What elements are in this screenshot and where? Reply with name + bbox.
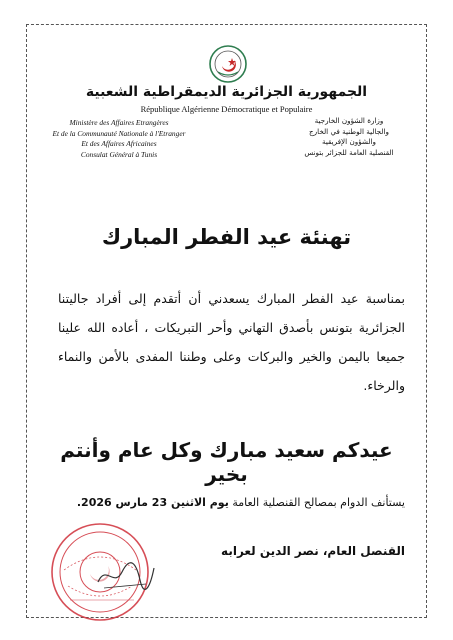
resume-notice-prefix: يستأنف الدوام بمصالح القنصلية العامة <box>232 496 405 509</box>
ministry-fr-line: Et de la Communauté Nationale à l'Etranger <box>52 128 186 138</box>
ministry-block-fr <box>34 118 204 160</box>
ministry-fr-line: Consulat Général à Tunis <box>80 149 158 159</box>
algeria-emblem-icon <box>208 44 248 84</box>
document-title: تهنئة عيد الفطر المبارك <box>101 225 352 249</box>
ministry-fr-line: Et des Affaires Africaines <box>81 139 157 148</box>
handwritten-signature <box>96 558 156 594</box>
ministry-ar-line: والشؤون الإفريقية <box>322 137 376 146</box>
body-paragraph: بمناسبة عيد الفطر المبارك يسعدني أن أتقدم إلى أفراد جاليتنا الجزائرية بتونس بأصدق التهاني وأحر التبريكات ، أعاده الله علينا جميعا باليمن والخير والبركات وعلى وطننا المفدى بالأمن والنماء والرخاء. <box>58 291 405 393</box>
ministry-ar-line: وزارة الشؤون الخارجية <box>314 116 384 125</box>
consul-signature: القنصل العام، نصر الدين لعرابه <box>221 544 405 558</box>
ministry-block-ar <box>279 116 419 158</box>
republic-name-ar: الجمهورية الجزائرية الديمقراطية الشعبية <box>85 84 368 100</box>
ministry-fr-line: Ministère des Affaires Etrangères <box>69 118 169 127</box>
eid-greeting: عيدكم سعيد مبارك وكل عام وأنتم بخير <box>60 438 393 486</box>
ministry-ar-line: القنصلية العامة للجزائر بتونس <box>304 147 394 157</box>
republic-name-fr: République Algérienne Démocratique et Populaire <box>140 104 313 114</box>
resume-notice <box>58 496 405 509</box>
ministry-ar-line: والجالية الوطنية في الخارج <box>309 126 389 136</box>
resume-notice-date: يوم الاثنين 23 مارس 2026. <box>76 496 229 509</box>
